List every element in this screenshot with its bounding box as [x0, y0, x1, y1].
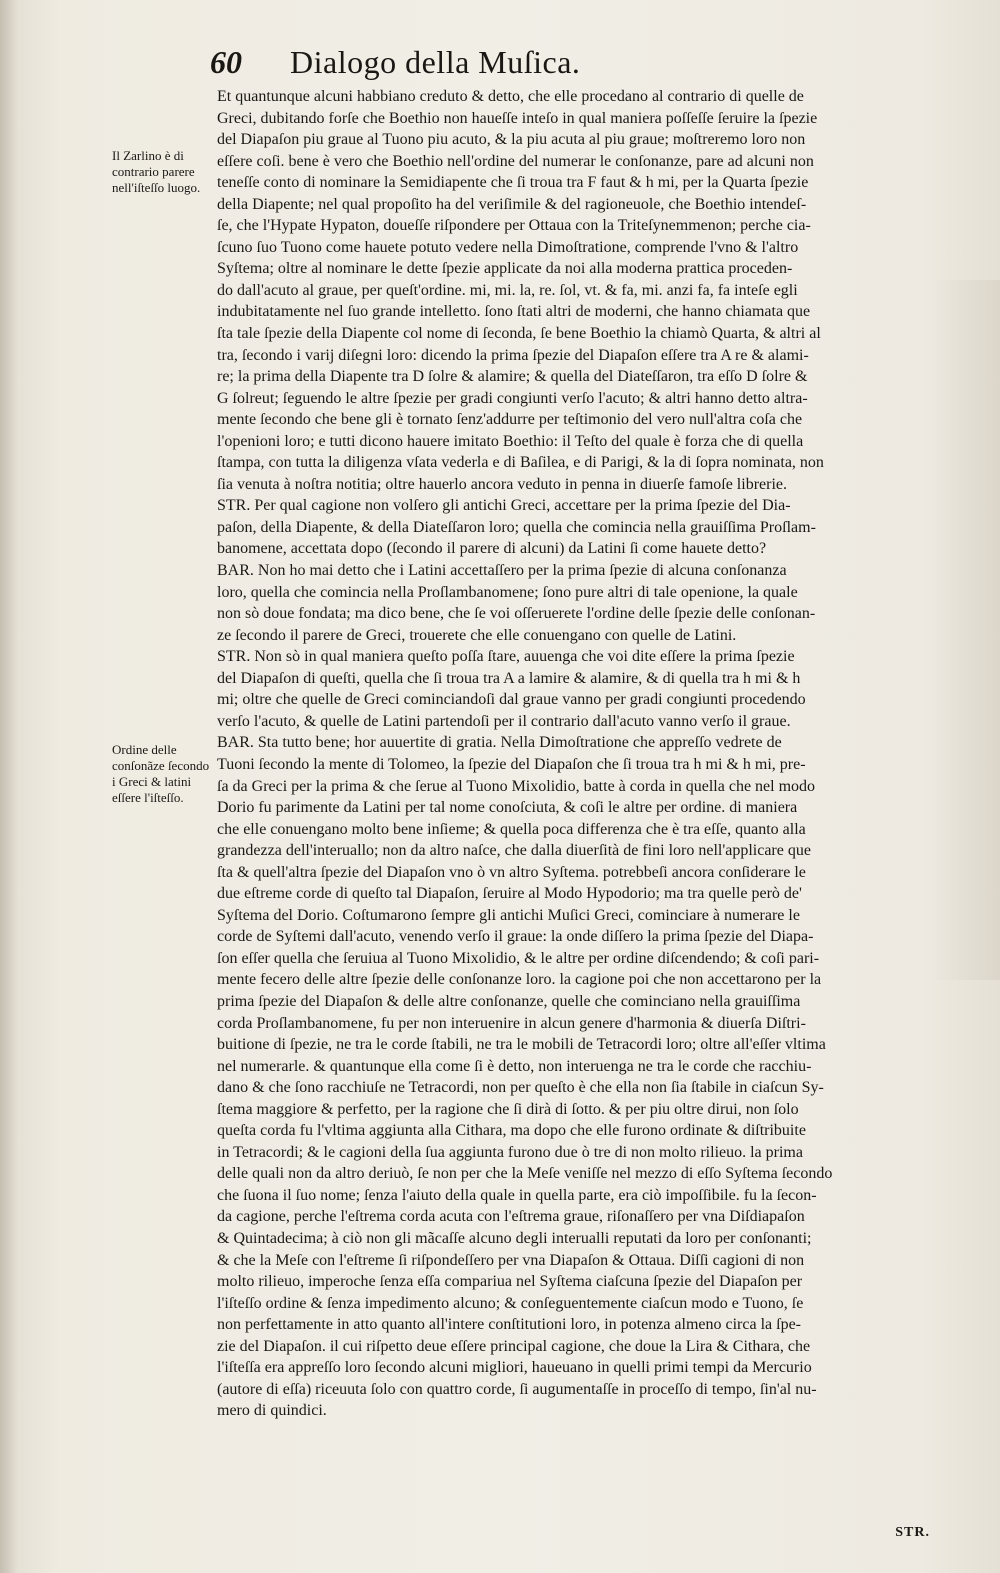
text-line: dano & che ſono racchiuſe ne Tetracordi, non per queſto è che ella non ſia ſtabile in ciaſcun Sy- — [217, 1079, 824, 1097]
text-line: indubitatamente nel ſuo grande intelletto. ſono ſtati altri de moderni, che hanno chiamata que — [217, 303, 811, 321]
text-line: Syſtema del Dorio. Coſtumarono ſempre gli antichi Muſici Greci, cominciare à numerare le — [217, 906, 800, 924]
text-line: da cagione, perche l'eſtrema corda acuta con l'eſtrema graue, riſonaſſero per vna Diſdiapaſon — [217, 1208, 805, 1226]
text-line: delle quali non da altro deriuò, ſe non per che la Meſe veniſſe nel mezzo di eſſo Syſtema ſecondo — [217, 1165, 833, 1183]
text-line: Greci, dubitando forſe che Boethio non haueſſe inteſo in qual maniera poſſeſſe ſeruire la ſpezie — [217, 109, 818, 127]
text-line: che elle conuengano molto bene inſieme; & quella poca differenza che è tra eſſe, quanto alla — [217, 820, 806, 838]
text-line: mente fecero delle altre ſpezie delle conſonanze loro. la cagione poi che non accettarono per la — [217, 971, 822, 989]
text-line: nel numerarle. & quantunque ella come ſi è detto, non interuenga ne tra le corde che racchiu- — [217, 1057, 812, 1075]
text-line: non perfettamente in atto quanto all'intere conſtitutioni loro, in potenza almeno circa la ſpe- — [217, 1316, 802, 1334]
text-line: teneſſe conto di nominare la Semidiapente che ſi troua tra F faut & h mi, per la Quarta ſpezie — [217, 174, 809, 192]
text-line: ſa da Greci per la prima & che ſerue al Tuono Mixolidio, batte à corda in quella che nel modo — [217, 777, 816, 795]
text-line: & Quintadecima; à ciò non gli mãcaſſe alcuno degli interualli reputati da loro per conſonanti; — [217, 1229, 812, 1247]
text-line: (autore di eſſa) riceuuta ſolo con quattro corde, ſi augumentaſſe in proceſſo di tempo, ſin'al nu- — [217, 1380, 817, 1398]
text-line: tra, ſecondo i varij diſegni loro: dicendo la prima ſpezie del Diapaſon eſſere tra A re & alami- — [217, 346, 809, 364]
text-line: ſia venuta à noſtra notitia; oltre hauerlo ancora veduto in penna in diuerſe famoſe librerie. — [217, 475, 787, 493]
text-line: eſſere coſi. bene è vero che Boethio nell'ordine del numerar le conſonanze, pare ad alcuni non — [217, 152, 814, 170]
text-line: che ſuona il ſuo nome; ſenza l'aiuto della quale in quella parte, era ciò impoſſibile. fu la ſecon- — [217, 1186, 817, 1204]
text-line: mente ſecondo che bene gli è tornato ſenz'addurre per teſtimonio del vero null'altra coſa che — [217, 411, 803, 429]
text-line: due eſtreme corde di queſto tal Diapaſon, ſeruire al Modo Hypodorio; ma tra quelle però de' — [217, 885, 802, 903]
text-line: Syſtema; oltre al nominare le dette ſpezie applicate da noi alla moderna prattica proceden- — [217, 260, 793, 278]
text-line: & che la Meſe con l'eſtreme ſi riſpondeſſero per vna Diapaſon & Ottaua. Diſſi cagioni di non — [217, 1251, 805, 1269]
show-through-shadow — [930, 280, 1000, 980]
gutter-shadow — [0, 0, 18, 1573]
text-line: ſtema maggiore & perfetto, per la ragione che ſi dirà di ſotto. & per piu oltre dirui, non ſolo — [217, 1100, 799, 1118]
text-line: queſta corda fu l'vltima aggiunta alla Cithara, ma dopo che elle furono ordinate & diſtribuite — [217, 1122, 806, 1140]
text-line: del Diapaſon piu graue al Tuono piu acuto, & la piu acuta al piu graue; moſtreremo loro non — [217, 131, 806, 149]
body-text — [217, 86, 935, 1422]
text-line: l'iſteſſa era appreſſo loro ſecondo alcuni migliori, haueuano in quelli primi tempi da Mercurio — [217, 1359, 812, 1377]
text-line: l'iſteſſo ordine & ſenza impedimento alcuno; & conſeguentemente ciaſcun modo e Tuono, ſe — [217, 1294, 804, 1312]
page-number: 60 — [210, 44, 242, 80]
text-line: BAR. Sta tutto bene; hor auuertite di gratia. Nella Dimoſtratione che appreſſo vedrete de — [217, 734, 782, 752]
text-line: zie del Diapaſon. il cui riſpetto deue eſſere principal cagione, che doue la Lira & Cithara, che — [217, 1337, 811, 1355]
margin-note-order: Ordine delle conſonãze ſecondo i Greci & latini eſſere l'iſteſſo. — [112, 742, 210, 805]
text-line: Et quantunque alcuni habbiano creduto & detto, che elle procedano al contrario di quelle de — [217, 88, 804, 105]
text-line: G ſolreut; ſeguendo le altre ſpezie per gradi congiunti verſo l'acuto; & altri hanno detto altra- — [217, 389, 808, 407]
text-line: verſo l'acuto, & quelle de Latini partendoſi per il contrario dall'acuto vanno verſo il graue. — [217, 712, 791, 730]
text-line: ze ſecondo il parere de Greci, trouerete che elle conuengano con quelle de Latini. — [217, 626, 737, 644]
catchword: STR. — [895, 1525, 930, 1540]
text-line: prima ſpezie del Diapaſon & delle altre conſonanze, quelle che cominciano nella grauiſſima — [217, 992, 801, 1010]
text-line: ſon eſſer quella che ſeruiua al Tuono Mixolidio, & le altre per ordine diſcendendo; & coſi pari- — [217, 949, 820, 967]
text-line: STR. Per qual cagione non volſero gli antichi Greci, accettare per la prima ſpezie del Dia- — [217, 497, 791, 515]
text-line: corde de Syſtemi dall'acuto, venendo verſo il graue: la onde diſſero la prima ſpezie del Diapa- — [217, 928, 814, 946]
text-line: ſta & quell'altra ſpezie del Diapaſon vno ò vn altro Syſtema. potrebbeſi ancora conſiderare le — [217, 863, 806, 881]
running-head — [210, 40, 770, 90]
text-line: grandezza dell'interuallo; non da altro naſce, che dalla diuerſità de fini loro nell'applicare que — [217, 842, 811, 860]
margin-note-zarlino: Il Zarlino è di contrario parere nell'iſteſſo luogo. — [112, 148, 201, 195]
text-line: molto rilieuo, imperoche ſenza eſſa compariua nel Syſtema ciaſcuna ſpezie del Diapaſon per — [217, 1273, 803, 1291]
text-line: Dorio fu parimente da Latini per tal nome conoſciuta, & coſi le altre per ordine. di maniera — [217, 799, 798, 817]
text-line: paſon, della Diapente, & della Diateſſaron loro; quella che comincia nella grauiſſima Proſlam- — [217, 518, 816, 536]
text-line: della Diapente; nel qual propoſito ha del veriſimile & del ragioneuole, che Boethio intendeſ- — [217, 195, 807, 213]
text-line: STR. Non sò in qual maniera queſto poſſa ſtare, auuenga che voi dite eſſere la prima ſpezie — [217, 648, 795, 666]
book-title: Dialogo della Muſica. — [290, 44, 581, 80]
text-line: del Diapaſon di queſti, quella che ſi troua tra A a lamire & alamire, & di quella tra h mi & h — [217, 669, 801, 687]
text-line: ſe, che l'Hypate Hypaton, doueſſe riſpondere per Ottaua con la Triteſynemmenon; perche cia- — [217, 217, 811, 235]
text-line: l'openioni loro; e tutti dicono hauere imitato Boethio: il Teſto del quale è forza che di quella — [217, 432, 804, 450]
text-line: re; la prima della Diapente tra D ſolre & alamire; & quella del Diateſſaron, tra eſſo D ſolre & — [217, 368, 808, 386]
text-line: do dall'acuto al graue, per queſt'ordine. mi, mi. la, re. ſol, vt. & fa, mi. anzi fa, fa inteſe egli — [217, 281, 798, 299]
text-line: Tuoni ſecondo la mente di Tolomeo, la ſpezie del Diapaſon che ſi troua tra h mi & h mi, pre- — [217, 755, 806, 773]
text-line: non sò doue fondata; ma dico bene, che ſe voi oſſeruerete l'ordine delle ſpezie delle conſonan- — [217, 605, 816, 623]
text-line: ſta tale ſpezie della Diapente col nome di ſeconda, ſe bene Boethio la chiamò Quarta, & altri al — [217, 325, 821, 343]
text-line: ſcuno ſuo Tuono come hauete potuto vedere nella Dimoſtratione, comprende l'vno & l'altro — [217, 238, 799, 256]
text-line: mi; oltre che quelle de Greci cominciandoſi dal graue vanno per gradi congiunti procedendo — [217, 691, 806, 709]
text-line: ſtampa, con tutta la diligenza vſata vederla e di Baſilea, e di Parigi, & la di ſopra nominata, non — [217, 454, 824, 472]
text-line: mero di quindici. — [217, 1402, 327, 1420]
text-line: corda Proſlambanomene, fu per non interuenire in alcun genere d'harmonia & diuerſa Diſtri- — [217, 1014, 806, 1032]
text-line: buitione di ſpezie, ne tra le corde ſtabili, ne tra le mobili de Tetracordi loro; oltre all'eſſer vltima — [217, 1036, 826, 1054]
text-line: banomene, accettata dopo (ſecondo il parere di alcuni) da Latini ſi come hauete detto? — [217, 540, 767, 558]
text-line: BAR. Non ho mai detto che i Latini accettaſſero per la prima ſpezie di alcuna conſonanza — [217, 562, 787, 580]
text-line: loro, quella che comincia nella Proſlambanomene; ſono pure altri di tale openione, la quale — [217, 583, 798, 601]
text-line: in Tetracordi; & le cagioni della ſua aggiunta furono due ò tre di non molto rilieuo. la prima — [217, 1143, 803, 1161]
